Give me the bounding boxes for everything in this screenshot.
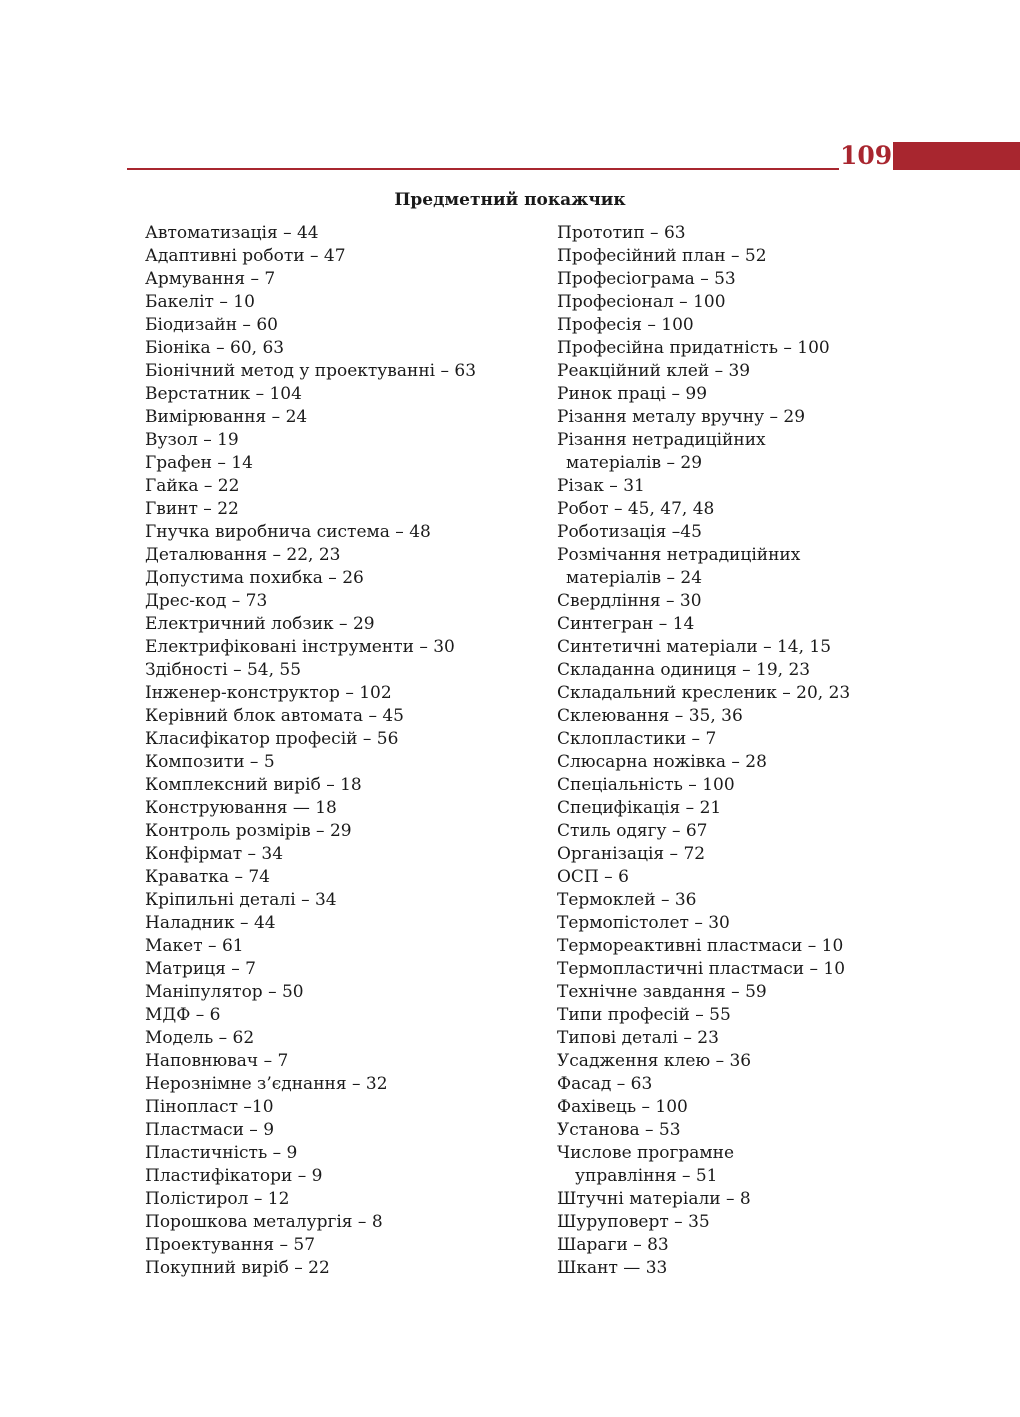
- index-entry: Біонічний метод у проектуванні – 63: [145, 361, 477, 381]
- index-column-right: [557, 222, 997, 1280]
- index-entry: Числове програмне: [557, 1143, 735, 1163]
- index-entry: Автоматизація – 44: [145, 223, 319, 243]
- index-entry: Установа – 53: [557, 1120, 681, 1140]
- index-entry: Конструювання — 18: [145, 798, 337, 818]
- index-entry-continuation: управління – 51: [575, 1166, 718, 1186]
- index-entry: Розмічання нетрадиційних: [557, 545, 801, 565]
- index-entry: Деталювання – 22, 23: [145, 545, 341, 565]
- index-entry: Допустима похибка – 26: [145, 568, 364, 588]
- index-entry: Проектування – 57: [145, 1235, 316, 1255]
- index-entry: Порошкова металургія – 8: [145, 1212, 383, 1232]
- index-entry: Модель – 62: [145, 1028, 255, 1048]
- index-entry: Конфірмат – 34: [145, 844, 284, 864]
- index-entry: Технічне завдання – 59: [557, 982, 767, 1002]
- index-entry: Гайка – 22: [145, 476, 240, 496]
- index-entry: Гнучка виробнича система – 48: [145, 522, 431, 542]
- index-entry: Адаптивні роботи – 47: [145, 246, 346, 266]
- index-entry: Вимірювання – 24: [145, 407, 308, 427]
- index-entry: Професія – 100: [557, 315, 694, 335]
- index-entry: Електричний лобзик – 29: [145, 614, 375, 634]
- index-entry: Типові деталі – 23: [557, 1028, 719, 1048]
- index-entry: Складанна одиниця – 19, 23: [557, 660, 811, 680]
- index-entry: Роботизація –45: [557, 522, 702, 542]
- index-entry-continuation: матеріалів – 24: [566, 568, 703, 588]
- index-entry: Комплексний виріб – 18: [145, 775, 362, 795]
- index-entry: Слюсарна ножівка – 28: [557, 752, 767, 772]
- index-entry: Маніпулятор – 50: [145, 982, 304, 1002]
- index-entry: Шкант — 33: [557, 1258, 668, 1278]
- index-entry: Штучні матеріали – 8: [557, 1189, 751, 1209]
- index-entry: Усадження клею – 36: [557, 1051, 752, 1071]
- index-entry: Професійний план – 52: [557, 246, 767, 266]
- index-entry: Графен – 14: [145, 453, 253, 473]
- index-entry: Професіонал – 100: [557, 292, 726, 312]
- index-entry: Термопластичні пластмаси – 10: [557, 959, 846, 979]
- header-rule: [127, 168, 839, 170]
- index-entry: Дрес-код – 73: [145, 591, 268, 611]
- index-column-left: [145, 222, 545, 1280]
- index-title: Предметний покажчик: [394, 190, 626, 210]
- index-entry: Свердління – 30: [557, 591, 702, 611]
- index-entry: Термореактивні пластмаси – 10: [557, 936, 844, 956]
- index-entry-continuation: матеріалів – 29: [566, 453, 703, 473]
- index-entry: Пінопласт –10: [145, 1097, 274, 1117]
- index-entry: Біоніка – 60, 63: [145, 338, 285, 358]
- index-entry: Термоклей – 36: [557, 890, 697, 910]
- index-entry: Прототип – 63: [557, 223, 686, 243]
- index-entry: Синтетичні матеріали – 14, 15: [557, 637, 832, 657]
- index-entry: Здібності – 54, 55: [145, 660, 302, 680]
- index-entry: Професійна придатність – 100: [557, 338, 830, 358]
- index-entry: Різак – 31: [557, 476, 645, 496]
- index-entry: Біодизайн – 60: [145, 315, 278, 335]
- index-entry: Різання металу вручну – 29: [557, 407, 806, 427]
- index-entry: Робот – 45, 47, 48: [557, 499, 715, 519]
- index-entry: Інженер-конструктор – 102: [145, 683, 392, 703]
- index-entry: Складальний кресленик – 20, 23: [557, 683, 851, 703]
- index-entry: Пластмаси – 9: [145, 1120, 275, 1140]
- index-entry: Керівний блок автомата – 45: [145, 706, 404, 726]
- index-entry: Фасад – 63: [557, 1074, 653, 1094]
- index-entry: Синтегран – 14: [557, 614, 695, 634]
- index-entry: Ринок праці – 99: [557, 384, 708, 404]
- index-entry: Наповнювач – 7: [145, 1051, 289, 1071]
- index-entry: Краватка – 74: [145, 867, 270, 887]
- index-entry: Професіограма – 53: [557, 269, 736, 289]
- index-entry: Електрифіковані інструменти – 30: [145, 637, 455, 657]
- index-entry: Покупний виріб – 22: [145, 1258, 330, 1278]
- index-entry: Бакеліт – 10: [145, 292, 255, 312]
- index-entry: Матриця – 7: [145, 959, 256, 979]
- index-entry: Шараги – 83: [557, 1235, 669, 1255]
- index-entry: Реакційний клей – 39: [557, 361, 751, 381]
- index-entry: МДФ – 6: [145, 1005, 221, 1025]
- index-entry: Контроль розмірів – 29: [145, 821, 352, 841]
- index-entry: Вузол – 19: [145, 430, 239, 450]
- index-entry: Шуруповерт – 35: [557, 1212, 710, 1232]
- index-entry: Полістирол – 12: [145, 1189, 290, 1209]
- index-entry: Армування – 7: [145, 269, 276, 289]
- index-entry: Композити – 5: [145, 752, 275, 772]
- index-entry: Специфікація – 21: [557, 798, 722, 818]
- index-entry: Пластичність – 9: [145, 1143, 298, 1163]
- page-number: 109: [840, 141, 893, 170]
- index-entry: Класифікатор професій – 56: [145, 729, 399, 749]
- index-entry: Кріпильні деталі – 34: [145, 890, 337, 910]
- index-entry: Типи професій – 55: [557, 1005, 731, 1025]
- index-entry: Різання нетрадиційних: [557, 430, 766, 450]
- index-entry: Склопластики – 7: [557, 729, 717, 749]
- index-entry: Наладник – 44: [145, 913, 276, 933]
- index-entry: ОСП – 6: [557, 867, 629, 887]
- index-entry: Організація – 72: [557, 844, 706, 864]
- index-entry: Пластифікатори – 9: [145, 1166, 323, 1186]
- index-entry: Макет – 61: [145, 936, 244, 956]
- index-entry: Фахівець – 100: [557, 1097, 688, 1117]
- index-entry: Нерознімне з’єднання – 32: [145, 1074, 388, 1094]
- page-tab: [893, 142, 1020, 170]
- index-entry: Спеціальність – 100: [557, 775, 735, 795]
- index-entry: Стиль одягу – 67: [557, 821, 708, 841]
- index-entry: Гвинт – 22: [145, 499, 239, 519]
- index-entry: Верстатник – 104: [145, 384, 302, 404]
- index-entry: Термопістолет – 30: [557, 913, 730, 933]
- index-entry: Склеювання – 35, 36: [557, 706, 743, 726]
